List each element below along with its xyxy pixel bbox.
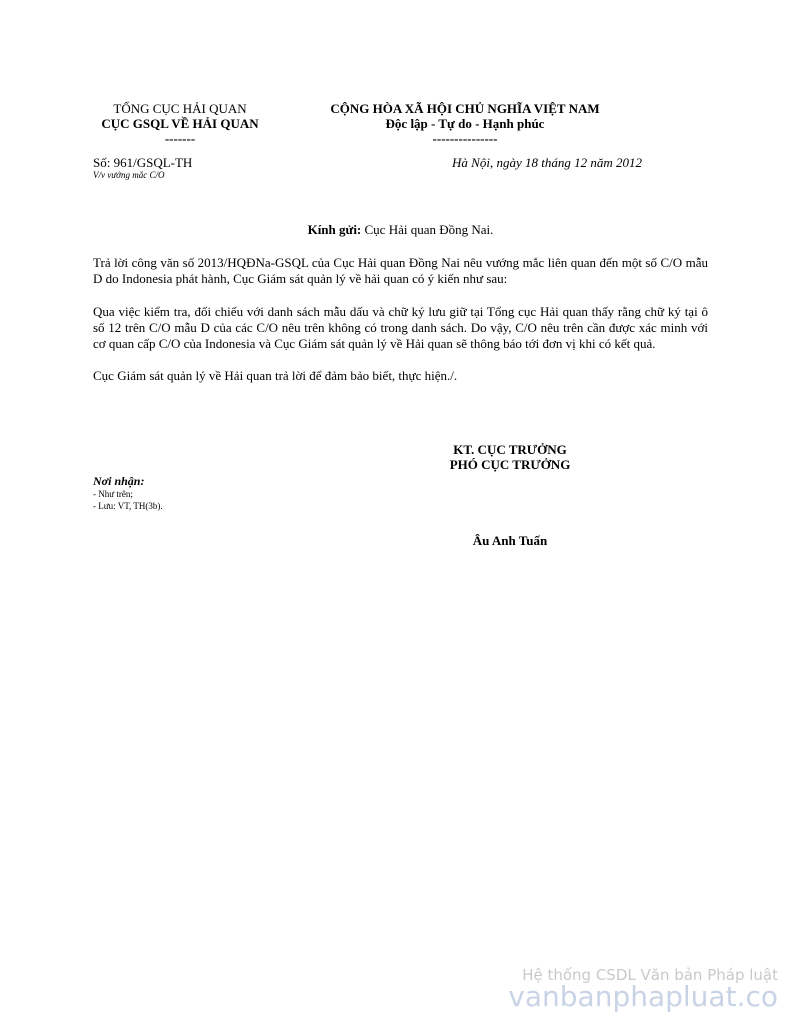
watermark-line-1: Hệ thống CSDL Văn bản Pháp luật: [522, 966, 778, 984]
national-motto: Độc lập - Tự do - Hạnh phúc: [385, 116, 545, 131]
recipient-item: - Lưu: VT, TH(3b).: [93, 501, 163, 511]
national-title-block: [290, 101, 640, 146]
document-date: Hà Nội, ngày 18 tháng 12 năm 2012: [452, 155, 642, 170]
body-paragraph-2: Qua việc kiểm tra, đối chiếu với danh sách mẫu dấu và chữ ký lưu giữ tại Tổng cục Hải quan thấy rằng chữ ký tại ô số 12 trên C/O mẫu D của các C/O nêu trên không có trong danh sách. Do vậy, C/O nêu trên cần được xác minh với cơ quan cấp C/O của Indonesia và Cục Giám sát quản lý về Hải quan sẽ thông báo tới đơn vị khi có kết quả.: [93, 304, 708, 351]
watermark-line-2: vanbanphapluat.co: [508, 980, 778, 1013]
document-subject: V/v vướng mắc C/O: [93, 170, 165, 180]
issuing-agency-block: [80, 101, 280, 146]
header-right-divider: ---------------: [432, 131, 498, 146]
nation-title: CỘNG HÒA XÃ HỘI CHỦ NGHĨA VIỆT NAM: [330, 101, 600, 116]
recipient-line: [93, 222, 708, 238]
header-left-divider: -------: [164, 131, 196, 146]
signature-title-2: PHÓ CỤC TRƯỞNG: [449, 457, 571, 472]
document-number: Số: 961/GSQL-TH: [93, 155, 193, 170]
recipient-name: Cục Hải quan Đồng Nai.: [364, 222, 494, 237]
recipients-title: Nơi nhận:: [93, 474, 145, 488]
agency-name: TỔNG CỤC HẢI QUAN: [113, 101, 247, 116]
recipient-item: - Như trên;: [93, 489, 133, 499]
body-paragraph-3: Cục Giám sát quản lý về Hải quan trả lời để đảm bảo biết, thực hiện./.: [93, 368, 458, 383]
department-name: CỤC GSQL VỀ HẢI QUAN: [101, 116, 259, 131]
signature-title-block: [420, 442, 600, 472]
signature-title-1: KT. CỤC TRƯỞNG: [453, 442, 567, 457]
signer-name: Âu Anh Tuấn: [472, 533, 548, 548]
body-paragraph-1: Trả lời công văn số 2013/HQĐNa-GSQL của Cục Hải quan Đồng Nai nêu vướng mắc liên quan đến một số C/O mẫu D do Indonesia phát hành, Cục Giám sát quản lý về hải quan có ý kiến như sau:: [93, 255, 708, 286]
recipient-label: Kính gửi:: [307, 222, 362, 237]
